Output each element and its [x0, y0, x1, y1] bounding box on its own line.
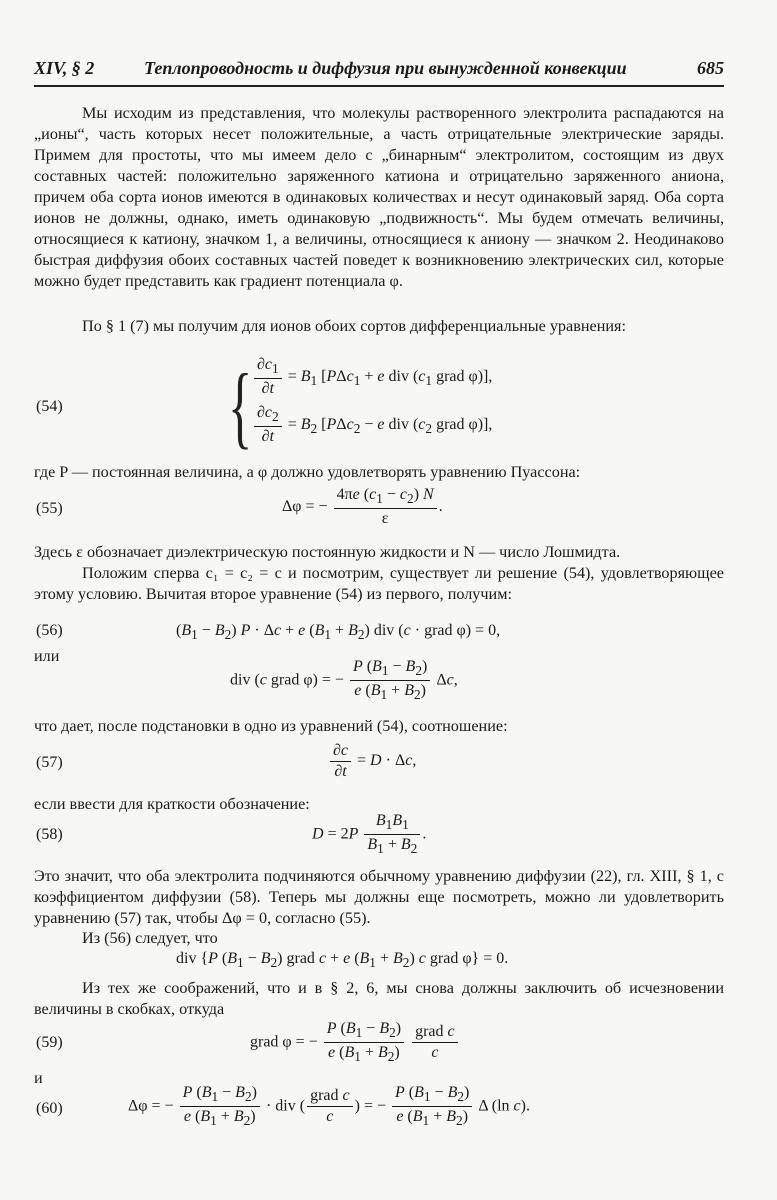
paragraph-and: и: [34, 1069, 43, 1087]
page-number: 685: [697, 58, 724, 78]
paragraph-from-56: Из (56) следует, что: [82, 929, 218, 947]
equation-number-54: (54): [36, 398, 63, 415]
paragraph-vanishing: Из тех же соображений, что и в § 2, 6, мы снова должны заключить об исчезновении величины в скобках, откуда: [34, 979, 724, 1018]
header-section: XIV, § 2: [34, 58, 95, 78]
paragraph-poisson-intro: где P — постоянная величина, а φ должно удовлетворять уравнению Пуассона:: [34, 463, 581, 481]
paragraph-assume: Положим сперва c₁ = c₂ = c и посмотрим, существует ли решение (54), удовлетворяющее этому условию. Вычитая второе уравнение (54) из первого, получим:: [34, 564, 724, 603]
equation-number-58: (58): [36, 826, 63, 843]
paragraph-conclusion: Это значит, что оба электролита подчиняются обычному уравнению диффузии (22), гл. XIII, § 1, с коэффициентом диффузии (58). Теперь мы должны еще посмотреть, можно ли удовлетворить уравнению (57) так, чтобы Δφ = 0, согласно (55).: [34, 867, 724, 927]
paragraph-ions: Мы исходим из представления, что молекулы растворенного электролита распадаются на „ионы“, часть которых несет положительные, а часть отрицательные электрические заряды. Примем для простоты, что мы имеем дело с „бинарным“ электролитом, состоящим из двух составных частей: положительно заряженного катиона и отрицательно заряженного аниона, причем оба сорта ионов имеются в одинаковых количествах и несут одинаковый заряд. Оба сорта ионов не должны, однако, иметь одинаковую „подвижность“. Мы будем отмечать величины, относящиеся к катиону, значком 1, а величины, относящиеся к аниону — значком 2. Неодинаково быстрая диффузия обоих составных частей поведет к возникновению электрических сил, которые можно будет представить как градиент потенциала φ.: [34, 104, 724, 290]
equation-div: div {P $(B_1 - B_2)$ grad c + e $(B_1 + B_2)$ c grad φ} = 0.: [176, 950, 509, 971]
header-title: Теплопроводность и диффузия при вынужденной конвекции: [144, 58, 627, 78]
equation-55: Δφ = − $\frac{4\pi e (c_1 - c_2) N}{\varepsilon}$ .: [282, 486, 443, 528]
equation-number-59: (59): [36, 1034, 63, 1051]
equation-56: $(B_1 - B_2) P \cdot \Delta c + e$ $(B_1 + B_2)$ div (c · grad φ) = 0,: [176, 622, 501, 643]
equation-number-56: (56): [36, 622, 63, 639]
equation-56b: div (c grad φ) = − $\frac{P (B_1 - B_2)}{e (B_1 + B_2)}$ Δc,: [230, 658, 458, 703]
paragraph-or: или: [34, 647, 60, 665]
equation-number-55: (55): [36, 500, 63, 517]
system-brace: {: [228, 355, 253, 457]
equation-54b: $\frac{\partial c_2}{\partial t}$ = $B_2$ [PΔc$_2$ − e div ($c_2$ grad φ)],: [252, 404, 492, 446]
equation-59: grad φ = − $\frac{P (B_1 - B_2)}{e (B_1 + B_2)}$ $\frac{\text{grad c}}{c}$: [250, 1020, 460, 1065]
equation-54a: $\frac{\partial c_1}{\partial t}$ = $B_1$ [PΔc$_1$ + e div ($c_1$ grad φ)],: [252, 356, 492, 398]
equation-58: D = 2P $\frac{B_1B_1}{B_1 + B_2}$ .: [312, 812, 427, 857]
equation-60: Δφ = − $\frac{P (B_1 - B_2)}{e (B_1 + B_2)}$ · div ( $\frac{\text{grad c}}{c}$ ) = − $\frac{P (B_1 - B_2)}{e (B_1 + B_2)}$ Δ (ln c).: [128, 1084, 530, 1129]
paragraph-notation: если ввести для краткости обозначение:: [34, 795, 310, 813]
paragraph-diff-eq-intro: По § 1 (7) мы получим для ионов обоих сортов дифференциальные уравнения:: [82, 317, 626, 335]
equation-number-60: (60): [36, 1100, 63, 1117]
running-header: [34, 58, 724, 84]
equation-number-57: (57): [36, 754, 63, 771]
paragraph-epsilon: Здесь ε обозначает диэлектрическую постоянную жидкости и N — число Лошмидта.: [34, 543, 621, 561]
paragraph-substitution: что дает, после подстановки в одно из уравнений (54), соотношение:: [34, 717, 508, 735]
header-rule: [34, 85, 724, 87]
equation-57: $\frac{\partial c}{\partial t}$ = D · Δc,: [328, 742, 416, 781]
